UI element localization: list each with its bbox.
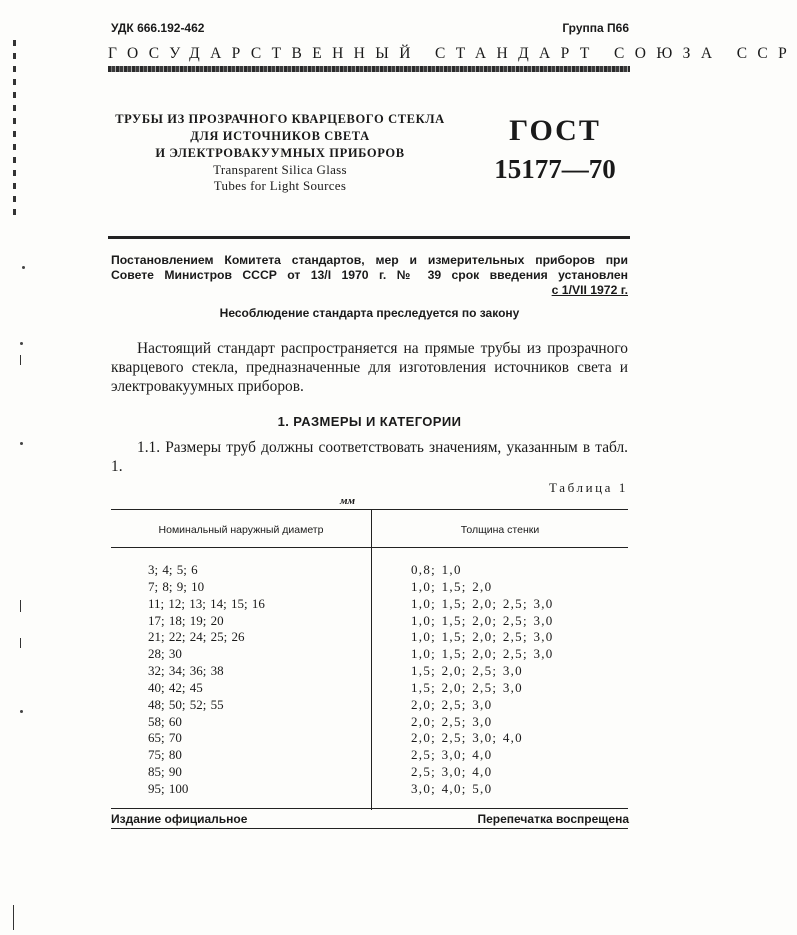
- table-cell: 1,0; 1,5; 2,0; 2,5; 3,0: [411, 646, 554, 662]
- table-cell: 2,0; 2,5; 3,0: [411, 696, 493, 712]
- title-en-line: Tubes for Light Sources: [213, 178, 347, 193]
- margin-mark: [20, 442, 23, 445]
- margin-mark: [22, 266, 25, 269]
- table-cell: 7; 8; 9; 10: [148, 578, 205, 594]
- margin-mark: [20, 600, 21, 612]
- table-cell: 1,0; 1,5; 2,0: [411, 578, 493, 594]
- state-standard-heading: ГОСУДАРСТВЕННЫЙ СТАНДАРТ СОЮЗА ССР: [108, 45, 797, 62]
- table-cell: 75; 80: [148, 747, 182, 763]
- edition-note: Издание официальное: [111, 812, 248, 826]
- title-divider: [108, 236, 630, 239]
- margin-mark: [20, 355, 21, 365]
- table-cell: 2,0; 2,5; 3,0: [411, 713, 493, 729]
- table-cell: 11; 12; 13; 14; 15; 16: [148, 595, 265, 611]
- table-header-border: [111, 547, 628, 548]
- gost-number: 15177—70: [494, 154, 616, 184]
- decree-date: с 1/VII 1972 г.: [551, 283, 628, 297]
- gost-label: ГОСТ: [509, 114, 601, 147]
- table-cell: 48; 50; 52; 55: [148, 696, 224, 712]
- table-cell: 1,5; 2,0; 2,5; 3,0: [411, 679, 523, 695]
- section-paragraph: 1.1. Размеры труб должны соответствовать значениям, указанным в табл. 1.: [111, 439, 628, 475]
- group-code: Группа П66: [562, 21, 629, 35]
- heavy-divider: [108, 66, 630, 72]
- udk-code: УДК 666.192-462: [111, 21, 205, 35]
- table-bottom-border: [111, 808, 628, 809]
- title-ru-line: ТРУБЫ ИЗ ПРОЗРАЧНОГО КВАРЦЕВОГО СТЕКЛА: [115, 112, 445, 126]
- table-cell: 21; 22; 24; 25; 26: [148, 629, 245, 645]
- decree-text: [111, 253, 628, 298]
- table-header-wall: Толщина стенки: [460, 524, 540, 536]
- footer-divider: [111, 828, 628, 829]
- margin-mark: [20, 710, 23, 713]
- title-ru-line: ДЛЯ ИСТОЧНИКОВ СВЕТА: [190, 129, 370, 143]
- table-cell: 32; 34; 36; 38: [148, 663, 224, 679]
- table-cell: 3; 4; 5; 6: [148, 562, 198, 577]
- section-heading: 1. РАЗМЕРЫ И КАТЕГОРИИ: [277, 414, 462, 429]
- table-cell: 17; 18; 19; 20: [148, 612, 224, 628]
- margin-mark: [20, 342, 23, 345]
- table-cell: 1,0; 1,5; 2,0; 2,5; 3,0: [411, 595, 554, 611]
- table-column-divider: [371, 509, 372, 810]
- table-cell: 3,0; 4,0; 5,0: [411, 780, 493, 796]
- table-cell: 1,0; 1,5; 2,0; 2,5; 3,0: [411, 612, 554, 628]
- title-en-line: Transparent Silica Glass: [213, 162, 347, 177]
- table-cell: 95; 100: [148, 780, 189, 796]
- table-cell: 65; 70: [148, 730, 182, 746]
- reprint-note: Перепечатка воспрещена: [477, 812, 629, 826]
- table-cell: 85; 90: [148, 764, 182, 780]
- table-column-wall: [411, 562, 554, 798]
- table-cell: 58; 60: [148, 713, 182, 729]
- table-cell: 0,8; 1,0: [411, 562, 462, 577]
- table-cell: 1,0; 1,5; 2,0; 2,5; 3,0: [411, 629, 554, 645]
- margin-mark: [20, 638, 21, 648]
- intro-paragraph: Настоящий стандарт распространяется на прямые трубы из прозрачного кварцевого стекла, предназначенные для изготовления источников света и электровакуумных приборов.: [111, 340, 628, 395]
- table-top-border: [111, 509, 628, 510]
- law-note: Несоблюдение стандарта преследуется по закону: [219, 306, 520, 320]
- table-cell: 2,5; 3,0; 4,0: [411, 747, 493, 763]
- table-cell: 1,5; 2,0; 2,5; 3,0: [411, 663, 523, 679]
- table-cell: 2,0; 2,5; 3,0; 4,0: [411, 730, 523, 746]
- standard-title: [110, 111, 450, 194]
- table-cell: 28; 30: [148, 646, 182, 662]
- table-cell: 40; 42; 45: [148, 679, 203, 695]
- table-units: мм: [340, 495, 356, 507]
- decree-line: Постановлением Комитета стандартов, мер и измерительных приборов при: [111, 253, 628, 267]
- table-caption: Таблица 1: [549, 480, 628, 495]
- title-ru-line: И ЭЛЕКТРОВАКУУМНЫХ ПРИБОРОВ: [155, 146, 405, 160]
- binding-marks: [13, 40, 16, 220]
- margin-mark: [13, 905, 14, 930]
- decree-line: Совете Министров СССР от 13/I 1970 г. № 39 срок введения установлен: [111, 268, 628, 282]
- table-cell: 2,5; 3,0; 4,0: [411, 764, 493, 780]
- table-header-diameter: Номинальный наружный диаметр: [158, 524, 324, 536]
- table-column-diameter: [148, 562, 265, 798]
